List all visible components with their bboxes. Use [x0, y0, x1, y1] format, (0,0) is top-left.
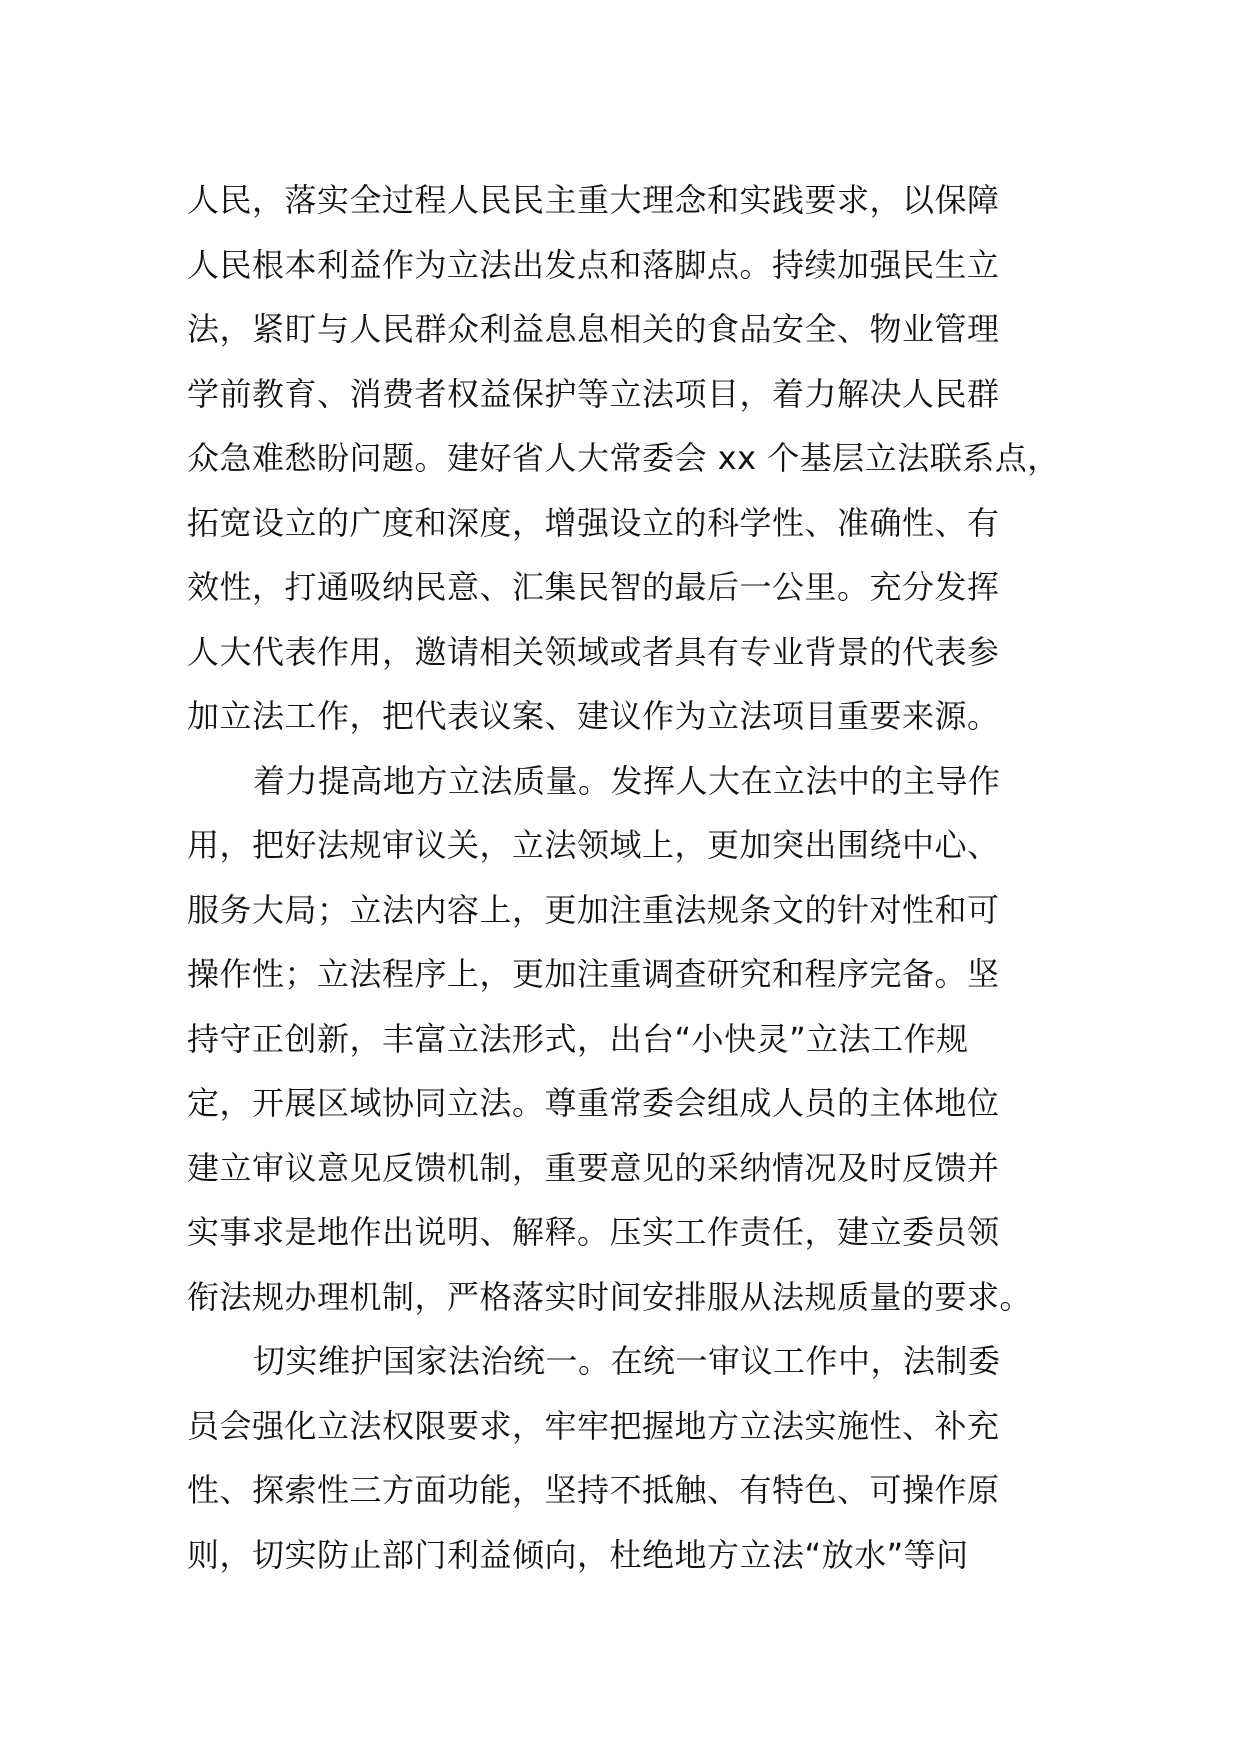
text-line: 建立审议意见反馈机制，重要意见的采纳情况及时反馈并	[187, 1148, 1000, 1187]
text-line: 操作性；立法程序上，更加注重调查研究和程序完备。坚	[187, 955, 1000, 993]
text-line: 拓宽设立的广度和深度，增强设立的科学性、准确性、有	[187, 503, 1000, 542]
text-line: 则，切实防止部门利益倾向，杜绝地方立法“放水”等问	[187, 1535, 969, 1574]
text-line: 人民根本利益作为立法出发点和落脚点。持续加强民生立	[187, 245, 1000, 284]
paragraph-start-line: 切实维护国家法治统一。在统一审议工作中，法制委	[253, 1342, 1001, 1380]
text-line: 效性，打通吸纳民意、汇集民智的最后一公里。充分发挥	[187, 568, 1000, 606]
text-line: 加立法工作，把代表议案、建议作为立法项目重要来源。	[187, 697, 1000, 735]
text-line: 人大代表作用，邀请相关领域或者具有专业背景的代表参	[187, 632, 1000, 671]
text-line: 学前教育、消费者权益保护等立法项目，着力解决人民群	[187, 374, 1000, 413]
text-line: 众急难愁盼问题。建好省人大常委会 xx 个基层立法联系点，	[187, 439, 1060, 477]
text-line: 定，开展区域协同立法。尊重常委会组成人员的主体地位	[187, 1084, 1000, 1122]
text-line: 持守正创新，丰富立法形式，出台“小快灵”立法工作规	[187, 1019, 969, 1058]
text-line: 法，紧盯与人民群众利益息息相关的食品安全、物业管理	[187, 310, 1000, 348]
text-line: 实事求是地作出说明、解释。压实工作责任，建立委员领	[187, 1213, 1000, 1251]
text-line: 性、探索性三方面功能，坚持不抵触、有特色、可操作原	[187, 1471, 1000, 1509]
text-line: 衔法规办理机制，严格落实时间安排服从法规质量的要求。	[187, 1277, 1033, 1316]
text-line: 用，把好法规审议关，立法领域上，更加突出围绕中心、	[187, 826, 1000, 864]
text-line: 人民，落实全过程人民民主重大理念和实践要求，以保障	[187, 181, 1000, 219]
text-line: 员会强化立法权限要求，牢牢把握地方立法实施性、补充	[187, 1406, 1000, 1445]
paragraph-start-line: 着力提高地方立法质量。发挥人大在立法中的主导作	[253, 761, 1001, 800]
body-text	[187, 168, 1077, 1587]
text-line: 服务大局；立法内容上，更加注重法规条文的针对性和可	[187, 890, 1000, 929]
